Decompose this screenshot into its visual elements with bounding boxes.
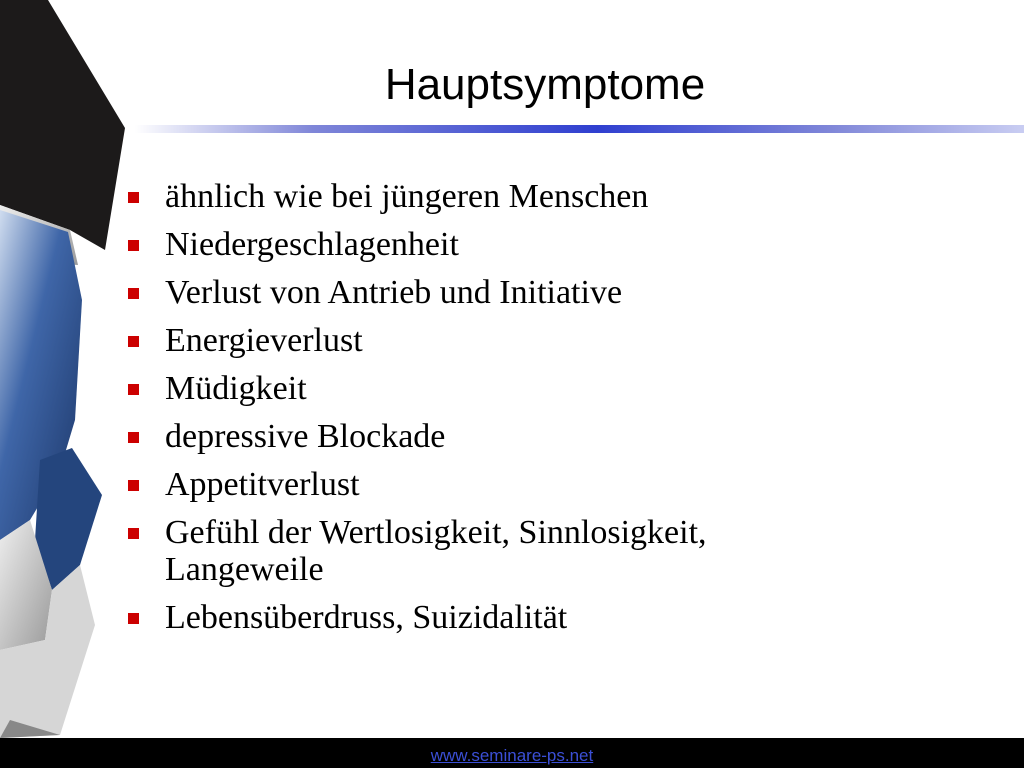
bullet-text: Appetitverlust bbox=[165, 466, 360, 503]
list-item bbox=[128, 370, 828, 407]
red-square-bullet-icon bbox=[128, 432, 139, 443]
list-item bbox=[128, 599, 828, 636]
bullet-text: Energieverlust bbox=[165, 322, 363, 359]
bullet-text: Niedergeschlagenheit bbox=[165, 226, 459, 263]
list-item bbox=[128, 322, 828, 359]
red-square-bullet-icon bbox=[128, 384, 139, 395]
bullet-text: depressive Blockade bbox=[165, 418, 446, 455]
list-item bbox=[128, 226, 828, 263]
red-square-bullet-icon bbox=[128, 240, 139, 251]
list-item bbox=[128, 466, 828, 503]
list-item bbox=[128, 418, 828, 455]
title-underline-rule bbox=[135, 125, 1024, 133]
list-item bbox=[128, 178, 828, 215]
red-square-bullet-icon bbox=[128, 480, 139, 491]
red-square-bullet-icon bbox=[128, 192, 139, 203]
bullet-text: Gefühl der Wertlosigkeit, Sinnlosigkeit, Langeweile bbox=[165, 514, 707, 588]
red-square-bullet-icon bbox=[128, 336, 139, 347]
bullet-text: Müdigkeit bbox=[165, 370, 307, 407]
bullet-text: Verlust von Antrieb und Initiative bbox=[165, 274, 623, 311]
bullet-text: Lebensüberdruss, Suizidalität bbox=[165, 599, 568, 636]
footer-website-link[interactable]: www.seminare-ps.net bbox=[430, 746, 594, 765]
red-square-bullet-icon bbox=[128, 613, 139, 624]
bullet-list bbox=[128, 178, 828, 647]
list-item bbox=[128, 274, 828, 311]
bullet-text: ähnlich wie bei jüngeren Menschen bbox=[165, 178, 649, 215]
red-square-bullet-icon bbox=[128, 528, 139, 539]
list-item bbox=[128, 514, 828, 588]
slide-title: Hauptsymptome bbox=[384, 60, 706, 109]
red-square-bullet-icon bbox=[128, 288, 139, 299]
decorative-side-art bbox=[0, 0, 135, 738]
